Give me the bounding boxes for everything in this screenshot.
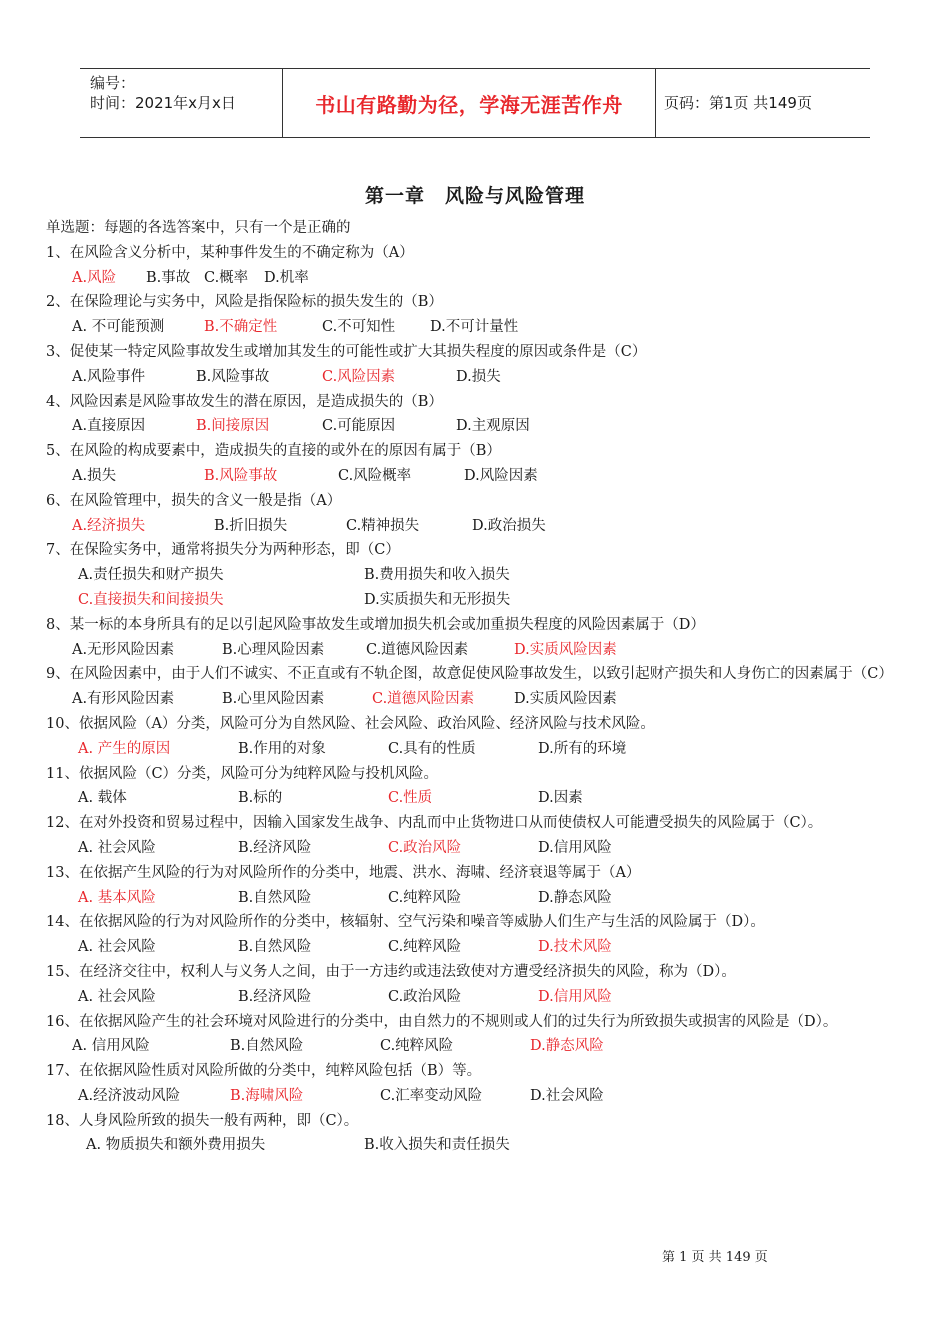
question — [46, 1109, 906, 1134]
options-row — [46, 588, 906, 613]
options-row — [46, 886, 906, 911]
option: A. 社会风险 — [78, 939, 156, 956]
option: B.风险事故 — [196, 368, 270, 385]
option: D.损失 — [456, 368, 501, 385]
instruction: 单选题：每题的各选答案中，只有一个是正确的 — [46, 220, 351, 236]
header-meta-cell — [80, 69, 283, 137]
page-header — [80, 68, 870, 138]
options-row — [46, 935, 906, 960]
options-row — [46, 464, 906, 489]
correct-option: C.道德风险因素 — [372, 691, 475, 708]
option: D.静态风险 — [538, 889, 612, 906]
header-page-cell — [656, 69, 870, 137]
option: A.责任损失和财产损失 — [78, 567, 224, 584]
option: A.经济波动风险 — [78, 1087, 181, 1104]
option: C.不可知性 — [322, 319, 396, 336]
correct-option: C.性质 — [388, 790, 433, 807]
question — [46, 662, 906, 687]
options-row — [46, 985, 906, 1010]
footer-page-number: 第 1 页 共 149 页 — [662, 1250, 768, 1265]
question-text: 17、在依据风险性质对风险所做的分类中，纯粹风险包括（B）等。 — [46, 1063, 482, 1080]
question-text: 14、在依据风险的行为对风险所作的分类中，核辐射、空气污染和噪音等威胁人们生产与生活的风险属于（D）。 — [46, 914, 765, 931]
option: D.信用风险 — [538, 839, 612, 856]
question-text: 1、在风险含义分析中，某种事件发生的不确定称为（A） — [46, 244, 414, 261]
header-motto-cell — [283, 69, 656, 137]
options-row — [46, 315, 906, 340]
correct-option: B.间接原因 — [196, 418, 270, 435]
question — [46, 1059, 906, 1084]
question — [46, 241, 906, 266]
option: A.风险事件 — [72, 368, 146, 385]
question-text: 3、促使某一特定风险事故发生或增加其发生的可能性或扩大其损失程度的原因或条件是（C） — [46, 343, 647, 360]
options-row — [46, 514, 906, 539]
question — [46, 712, 906, 737]
option: A.直接原因 — [72, 418, 146, 435]
option: A.损失 — [72, 467, 117, 484]
correct-option: A. 产生的原因 — [78, 740, 171, 757]
option: B.标的 — [238, 790, 283, 807]
question-text: 4、风险因素是风险事故发生的潜在原因，是造成损失的（B） — [46, 393, 443, 410]
option: A.有形风险因素 — [72, 691, 175, 708]
option: B.折旧损失 — [214, 517, 288, 534]
option: D.机率 — [264, 269, 309, 286]
options-row — [46, 1084, 906, 1109]
options-row — [46, 687, 906, 712]
option: A.无形风险因素 — [72, 641, 175, 658]
question-text: 16、在依据风险产生的社会环境对风险进行的分类中，由自然力的不规则或人们的过失行为所致损失或损害的风险是（D）。 — [46, 1013, 838, 1030]
correct-option: B.海啸风险 — [230, 1087, 304, 1104]
question-text: 7、在保险实务中，通常将损失分为两种形态，即（C） — [46, 542, 400, 559]
option: D.实质损失和无形损失 — [364, 591, 511, 608]
correct-option: B.不确定性 — [204, 319, 278, 336]
question — [46, 861, 906, 886]
option: C.纯粹风险 — [388, 889, 462, 906]
correct-option: D.信用风险 — [538, 988, 612, 1005]
options-row — [46, 836, 906, 861]
page-number: 页码：第1页 共149页 — [664, 94, 812, 112]
question-text: 12、在对外投资和贸易过程中，因输入国家发生战争、内乱而中止货物进口从而使债权人可能遭受损失的风险属于（C）。 — [46, 815, 823, 832]
option: C.道德风险因素 — [366, 641, 469, 658]
question-text: 18、人身风险所致的损失一般有两种，即（C）。 — [46, 1112, 359, 1129]
options-row — [46, 365, 906, 390]
option: C.可能原因 — [322, 418, 396, 435]
option: B.自然风险 — [238, 889, 312, 906]
options-row — [46, 638, 906, 663]
option: A. 信用风险 — [72, 1038, 150, 1055]
question-text: 15、在经济交往中，权利人与义务人之间，由于一方违约或违法致使对方遭受经济损失的风险，称为（D）。 — [46, 963, 736, 980]
option: D.社会风险 — [530, 1087, 604, 1104]
options-row — [46, 786, 906, 811]
option: A. 载体 — [78, 790, 127, 807]
correct-option: D.技术风险 — [538, 939, 612, 956]
option: C.具有的性质 — [388, 740, 476, 757]
option: C.精神损失 — [346, 517, 420, 534]
correct-option: A. 基本风险 — [78, 889, 156, 906]
question-text: 10、依据风险（A）分类，风险可分为自然风险、社会风险、政治风险、经济风险与技术风险。 — [46, 715, 655, 732]
option: D.主观原因 — [456, 418, 530, 435]
option: B.经济风险 — [238, 839, 312, 856]
motto: 书山有路勤为径，学海无涯苦作舟 — [315, 93, 623, 117]
option: B.作用的对象 — [238, 740, 326, 757]
question — [46, 439, 906, 464]
option: A. 不可能预测 — [72, 319, 165, 336]
question — [46, 538, 906, 563]
document-code: 编号： — [90, 74, 136, 92]
correct-option: D.实质风险因素 — [514, 641, 617, 658]
correct-option: C.风险因素 — [322, 368, 396, 385]
option: B.心理风险因素 — [222, 641, 325, 658]
option: D.风险因素 — [464, 467, 538, 484]
question — [46, 811, 906, 836]
question — [46, 613, 906, 638]
option: C.汇率变动风险 — [380, 1087, 483, 1104]
option: B.自然风险 — [230, 1038, 304, 1055]
option: A. 社会风险 — [78, 839, 156, 856]
document-date: 时间：2021年x月x日 — [90, 94, 236, 112]
question-text: 13、在依据产生风险的行为对风险所作的分类中，地震、洪水、海啸、经济衰退等属于（A） — [46, 864, 641, 881]
option: C.纯粹风险 — [388, 939, 462, 956]
question — [46, 1010, 906, 1035]
options-row — [46, 1133, 906, 1158]
correct-option: C.直接损失和间接损失 — [78, 591, 224, 608]
option: C.概率 — [204, 269, 249, 286]
question — [46, 290, 906, 315]
options-row — [46, 737, 906, 762]
chapter-title: 第一章 风险与风险管理 — [364, 185, 585, 207]
question — [46, 762, 906, 787]
question-text: 11、依据风险（C）分类，风险可分为纯粹风险与投机风险。 — [46, 765, 439, 782]
question — [46, 910, 906, 935]
question-text: 6、在风险管理中，损失的含义一般是指（A） — [46, 492, 342, 509]
option: A. 社会风险 — [78, 988, 156, 1005]
question-text: 5、在风险的构成要素中，造成损失的直接的或外在的原因有属于（B） — [46, 443, 501, 460]
question-list — [46, 216, 906, 1158]
options-row — [46, 414, 906, 439]
option: A. 物质损失和额外费用损失 — [86, 1137, 266, 1154]
option: B.心里风险因素 — [222, 691, 325, 708]
question — [46, 489, 906, 514]
question-text: 9、在风险因素中，由于人们不诚实、不正直或有不轨企图，故意促使风险事故发生，以致引起财产损失和人身伤亡的因素属于（C） — [46, 666, 893, 683]
option: D.所有的环境 — [538, 740, 627, 757]
option: B.收入损失和责任损失 — [364, 1137, 510, 1154]
option: D.政治损失 — [472, 517, 546, 534]
option: D.因素 — [538, 790, 583, 807]
option: C.风险概率 — [338, 467, 412, 484]
options-row — [46, 266, 906, 291]
option: D.实质风险因素 — [514, 691, 617, 708]
option: B.事故 — [146, 269, 191, 286]
option: B.经济风险 — [238, 988, 312, 1005]
question — [46, 960, 906, 985]
option: D.不可计量性 — [430, 319, 519, 336]
option: B.自然风险 — [238, 939, 312, 956]
correct-option: C.政治风险 — [388, 839, 462, 856]
options-row — [46, 563, 906, 588]
correct-option: A.经济损失 — [72, 517, 146, 534]
correct-option: B.风险事故 — [204, 467, 278, 484]
option: C.纯粹风险 — [380, 1038, 454, 1055]
correct-option: D.静态风险 — [530, 1038, 604, 1055]
correct-option: A.风险 — [72, 269, 117, 286]
option: B.费用损失和收入损失 — [364, 567, 510, 584]
option: C.政治风险 — [388, 988, 462, 1005]
question — [46, 340, 906, 365]
question — [46, 390, 906, 415]
options-row — [46, 1034, 906, 1059]
question-text: 8、某一标的本身所具有的足以引起风险事故发生或增加损失机会或加重损失程度的风险因素属于（D） — [46, 616, 705, 633]
question-text: 2、在保险理论与实务中，风险是指保险标的损失发生的（B） — [46, 294, 443, 311]
